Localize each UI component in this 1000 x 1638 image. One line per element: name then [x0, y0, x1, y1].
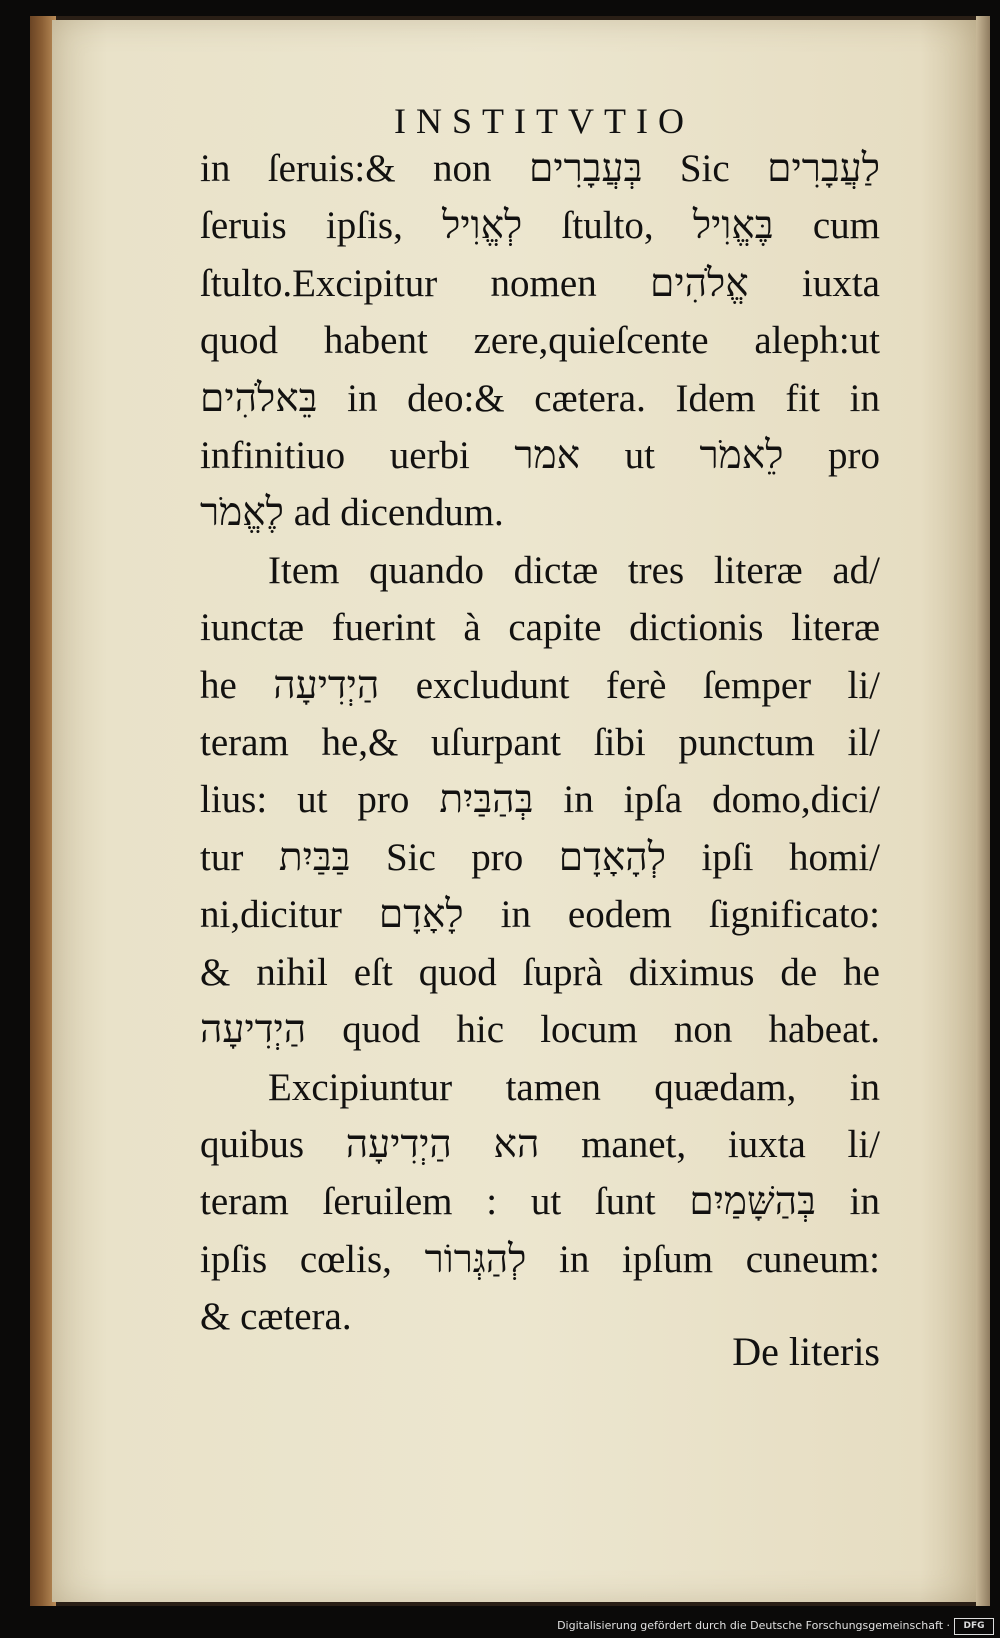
text-line: teram ſeruilem : ut ſunt בְּהַשָּׁמַיִם in [200, 1180, 880, 1224]
page-right-edge [976, 16, 990, 1606]
text-line: הַיְדִיעָה quod hic locum non habeat. [200, 1008, 880, 1052]
text-line: in ſeruis:& non בְּעֲבָרִים Sic לַעֲבָרִים [200, 147, 880, 190]
funding-credit: Digitalisierung gefördert durch die Deutsche Forschungsgemeinschaft · [557, 1619, 950, 1632]
catchword: De literis [732, 1329, 880, 1374]
text-line: & cætera. [200, 1295, 352, 1339]
paragraph-start-line: Excipiuntur tamen quædam, in [268, 1065, 880, 1109]
text-line: & nihil eſt quod ſuprà diximus de he [200, 950, 880, 994]
running-head: INSTITVTIO [394, 101, 694, 141]
text-line: ſeruis ipſis, לְאֱוִיל ſtulto, בֶּאֱוִיל cum [200, 204, 880, 248]
text-line: iunctæ fuerint à capite dictionis literæ [200, 606, 880, 650]
body-text [200, 140, 880, 1346]
text-line: quod habent zere,quieſcente aleph:ut [200, 319, 880, 363]
text-line: he הַיְדִיעָה excludunt ferè ſemper li/ [200, 663, 881, 707]
text-line: ipſis cœlis, לְהַגְּרוֹר in ipſum cuneum: [200, 1237, 880, 1281]
text-line: quibus הא הַיְדִיעָה manet, iuxta li/ [200, 1122, 881, 1166]
text-line: infinitiuo uerbi אמר ut לֵאמֹר pro [200, 434, 880, 478]
paragraph-start-line: Item quando dictæ tres literæ ad/ [268, 548, 880, 592]
text-line: teram he,& uſurpant ſibi punctum il/ [200, 721, 880, 765]
text-line: tur בַּבַּיִת Sic pro לְהָאָדָם ipſi homi/ [200, 835, 880, 879]
text-line: ſtulto.Excipitur nomen אֱלֹהִים iuxta [200, 261, 880, 305]
text-line: בֵּאלֹהִים in deo:& cætera. Idem fit in [200, 376, 880, 420]
text-line: ni,dicitur לָאָדָם in eodem ſignificato: [200, 893, 880, 937]
dfg-logo-icon: DFG [954, 1618, 994, 1635]
text-line: לֶאֱמֹר ad dicendum. [200, 491, 504, 535]
footer-bar [0, 1617, 1000, 1638]
text-line: lius: ut pro בְּהַבַּיִת in ipſa domo,dici/ [200, 778, 880, 822]
